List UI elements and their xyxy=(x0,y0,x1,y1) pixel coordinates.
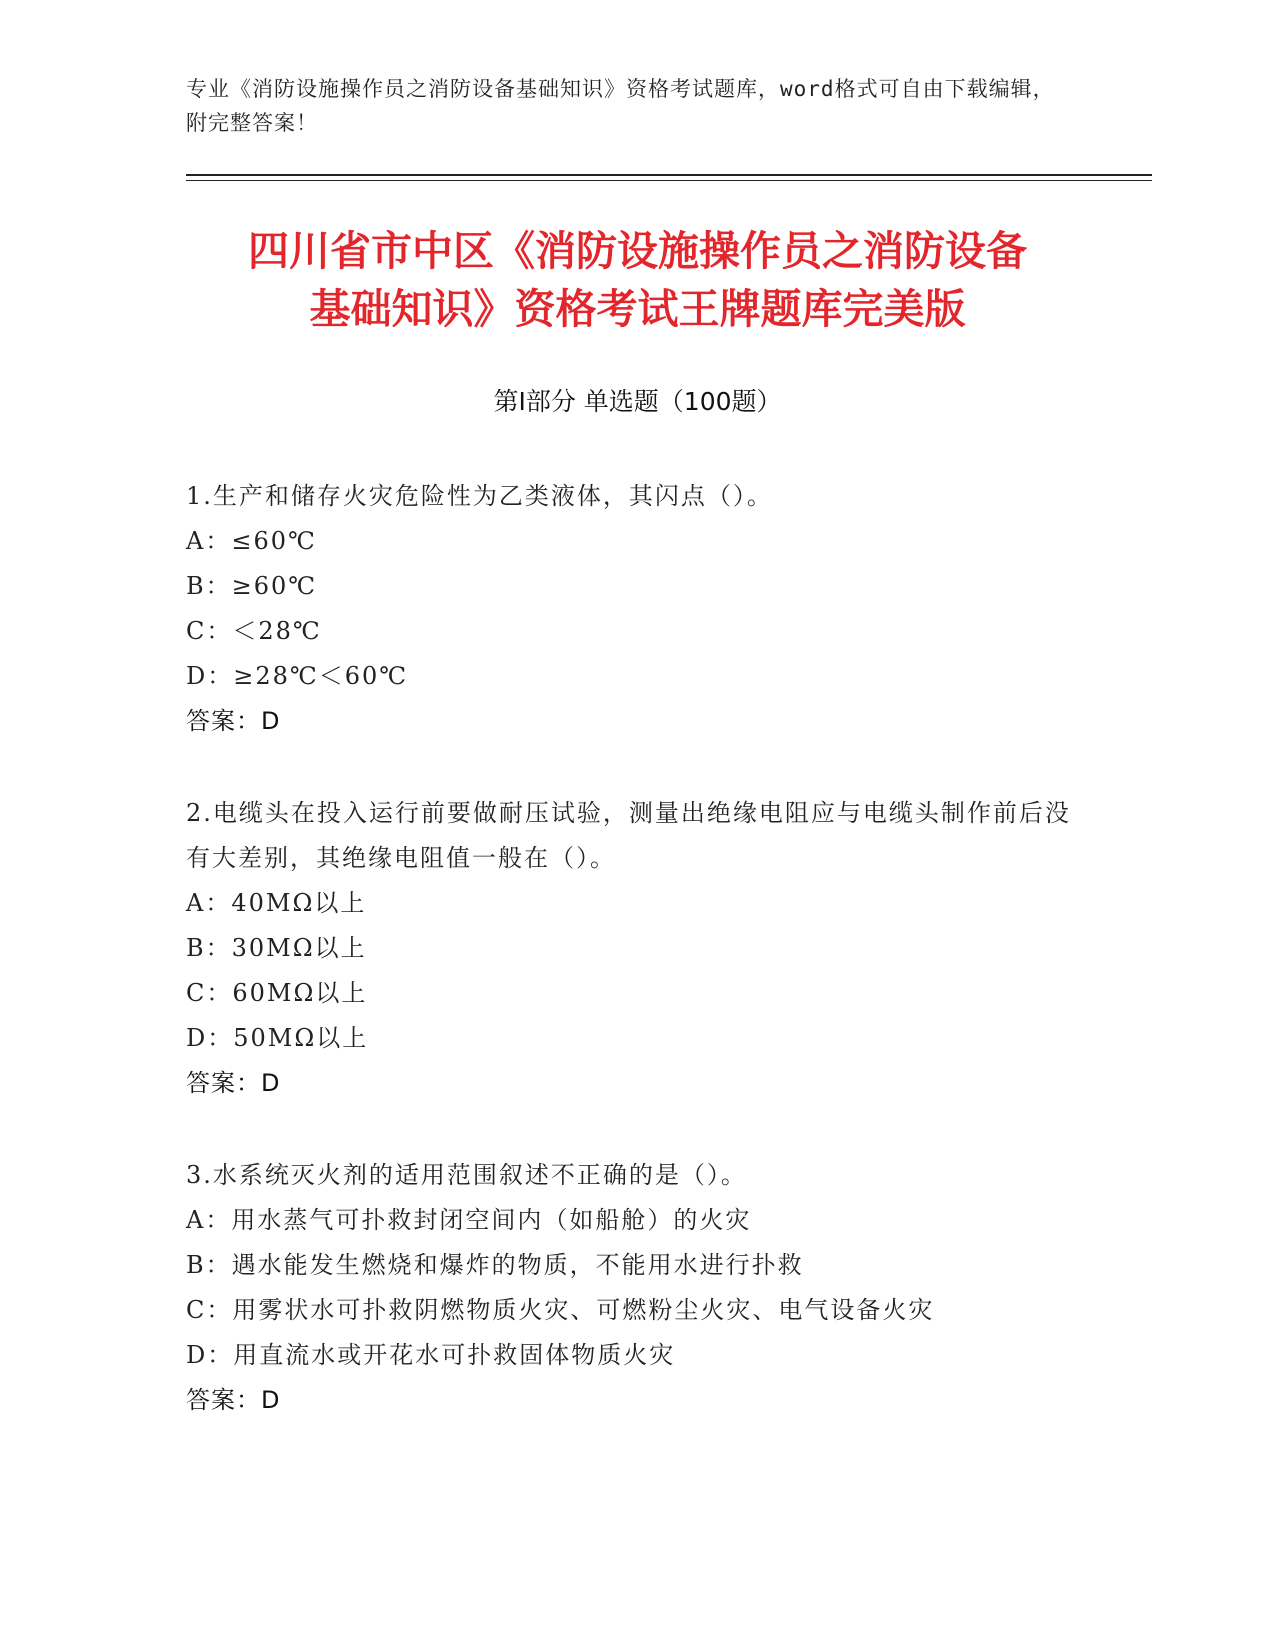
option-a: A：≤60℃ xyxy=(186,527,317,555)
document-title xyxy=(150,222,1125,338)
option-c: C：用雾状水可扑救阴燃物质火灾、可燃粉尘火灾、电气设备火灾 xyxy=(186,1296,935,1324)
question-stem: 3.水系统灭火剂的适用范围叙述不正确的是（）。 xyxy=(186,1161,747,1189)
header-divider-thick xyxy=(186,174,1152,176)
question-2 xyxy=(186,791,1086,1106)
answer: 答案：D xyxy=(186,707,281,735)
document-title-line-2: 基础知识》资格考试王牌题库完美版 xyxy=(309,285,966,333)
option-d: D：≥28℃＜60℃ xyxy=(186,662,409,690)
question-stem: 2.电缆头在投入运行前要做耐压试验，测量出绝缘电阻应与电缆头制作前后没有大差别，其绝缘电阻值一般在（）。 xyxy=(186,799,1071,872)
header-divider-thin xyxy=(186,180,1152,181)
answer: 答案：D xyxy=(186,1069,281,1097)
document-title-line-1: 四川省市中区《消防设施操作员之消防设备 xyxy=(248,227,1027,275)
option-b: B：遇水能发生燃烧和爆炸的物质，不能用水进行扑救 xyxy=(186,1251,804,1279)
question-stem: 1.生产和储存火灾危险性为乙类液体，其闪点（）。 xyxy=(186,482,773,510)
section-title: 第Ⅰ部分 单选题（100题） xyxy=(493,387,782,416)
option-c: C：60MΩ以上 xyxy=(186,979,368,1007)
option-b: B：30MΩ以上 xyxy=(186,934,367,962)
option-d: D：用直流水或开花水可扑救固体物质火灾 xyxy=(186,1341,676,1369)
option-a: A：用水蒸气可扑救封闭空间内（如船舱）的火灾 xyxy=(186,1206,752,1234)
header-note: 专业《消防设施操作员之消防设备基础知识》资格考试题库，word格式可自由下载编辑，附完整答案！ xyxy=(186,77,1055,135)
option-d: D：50MΩ以上 xyxy=(186,1024,369,1052)
option-c: C：＜28℃ xyxy=(186,617,322,645)
question-3 xyxy=(186,1153,1086,1423)
option-a: A：40MΩ以上 xyxy=(186,889,367,917)
question-1 xyxy=(186,474,1086,744)
option-b: B：≥60℃ xyxy=(186,572,318,600)
answer: 答案：D xyxy=(186,1386,281,1414)
